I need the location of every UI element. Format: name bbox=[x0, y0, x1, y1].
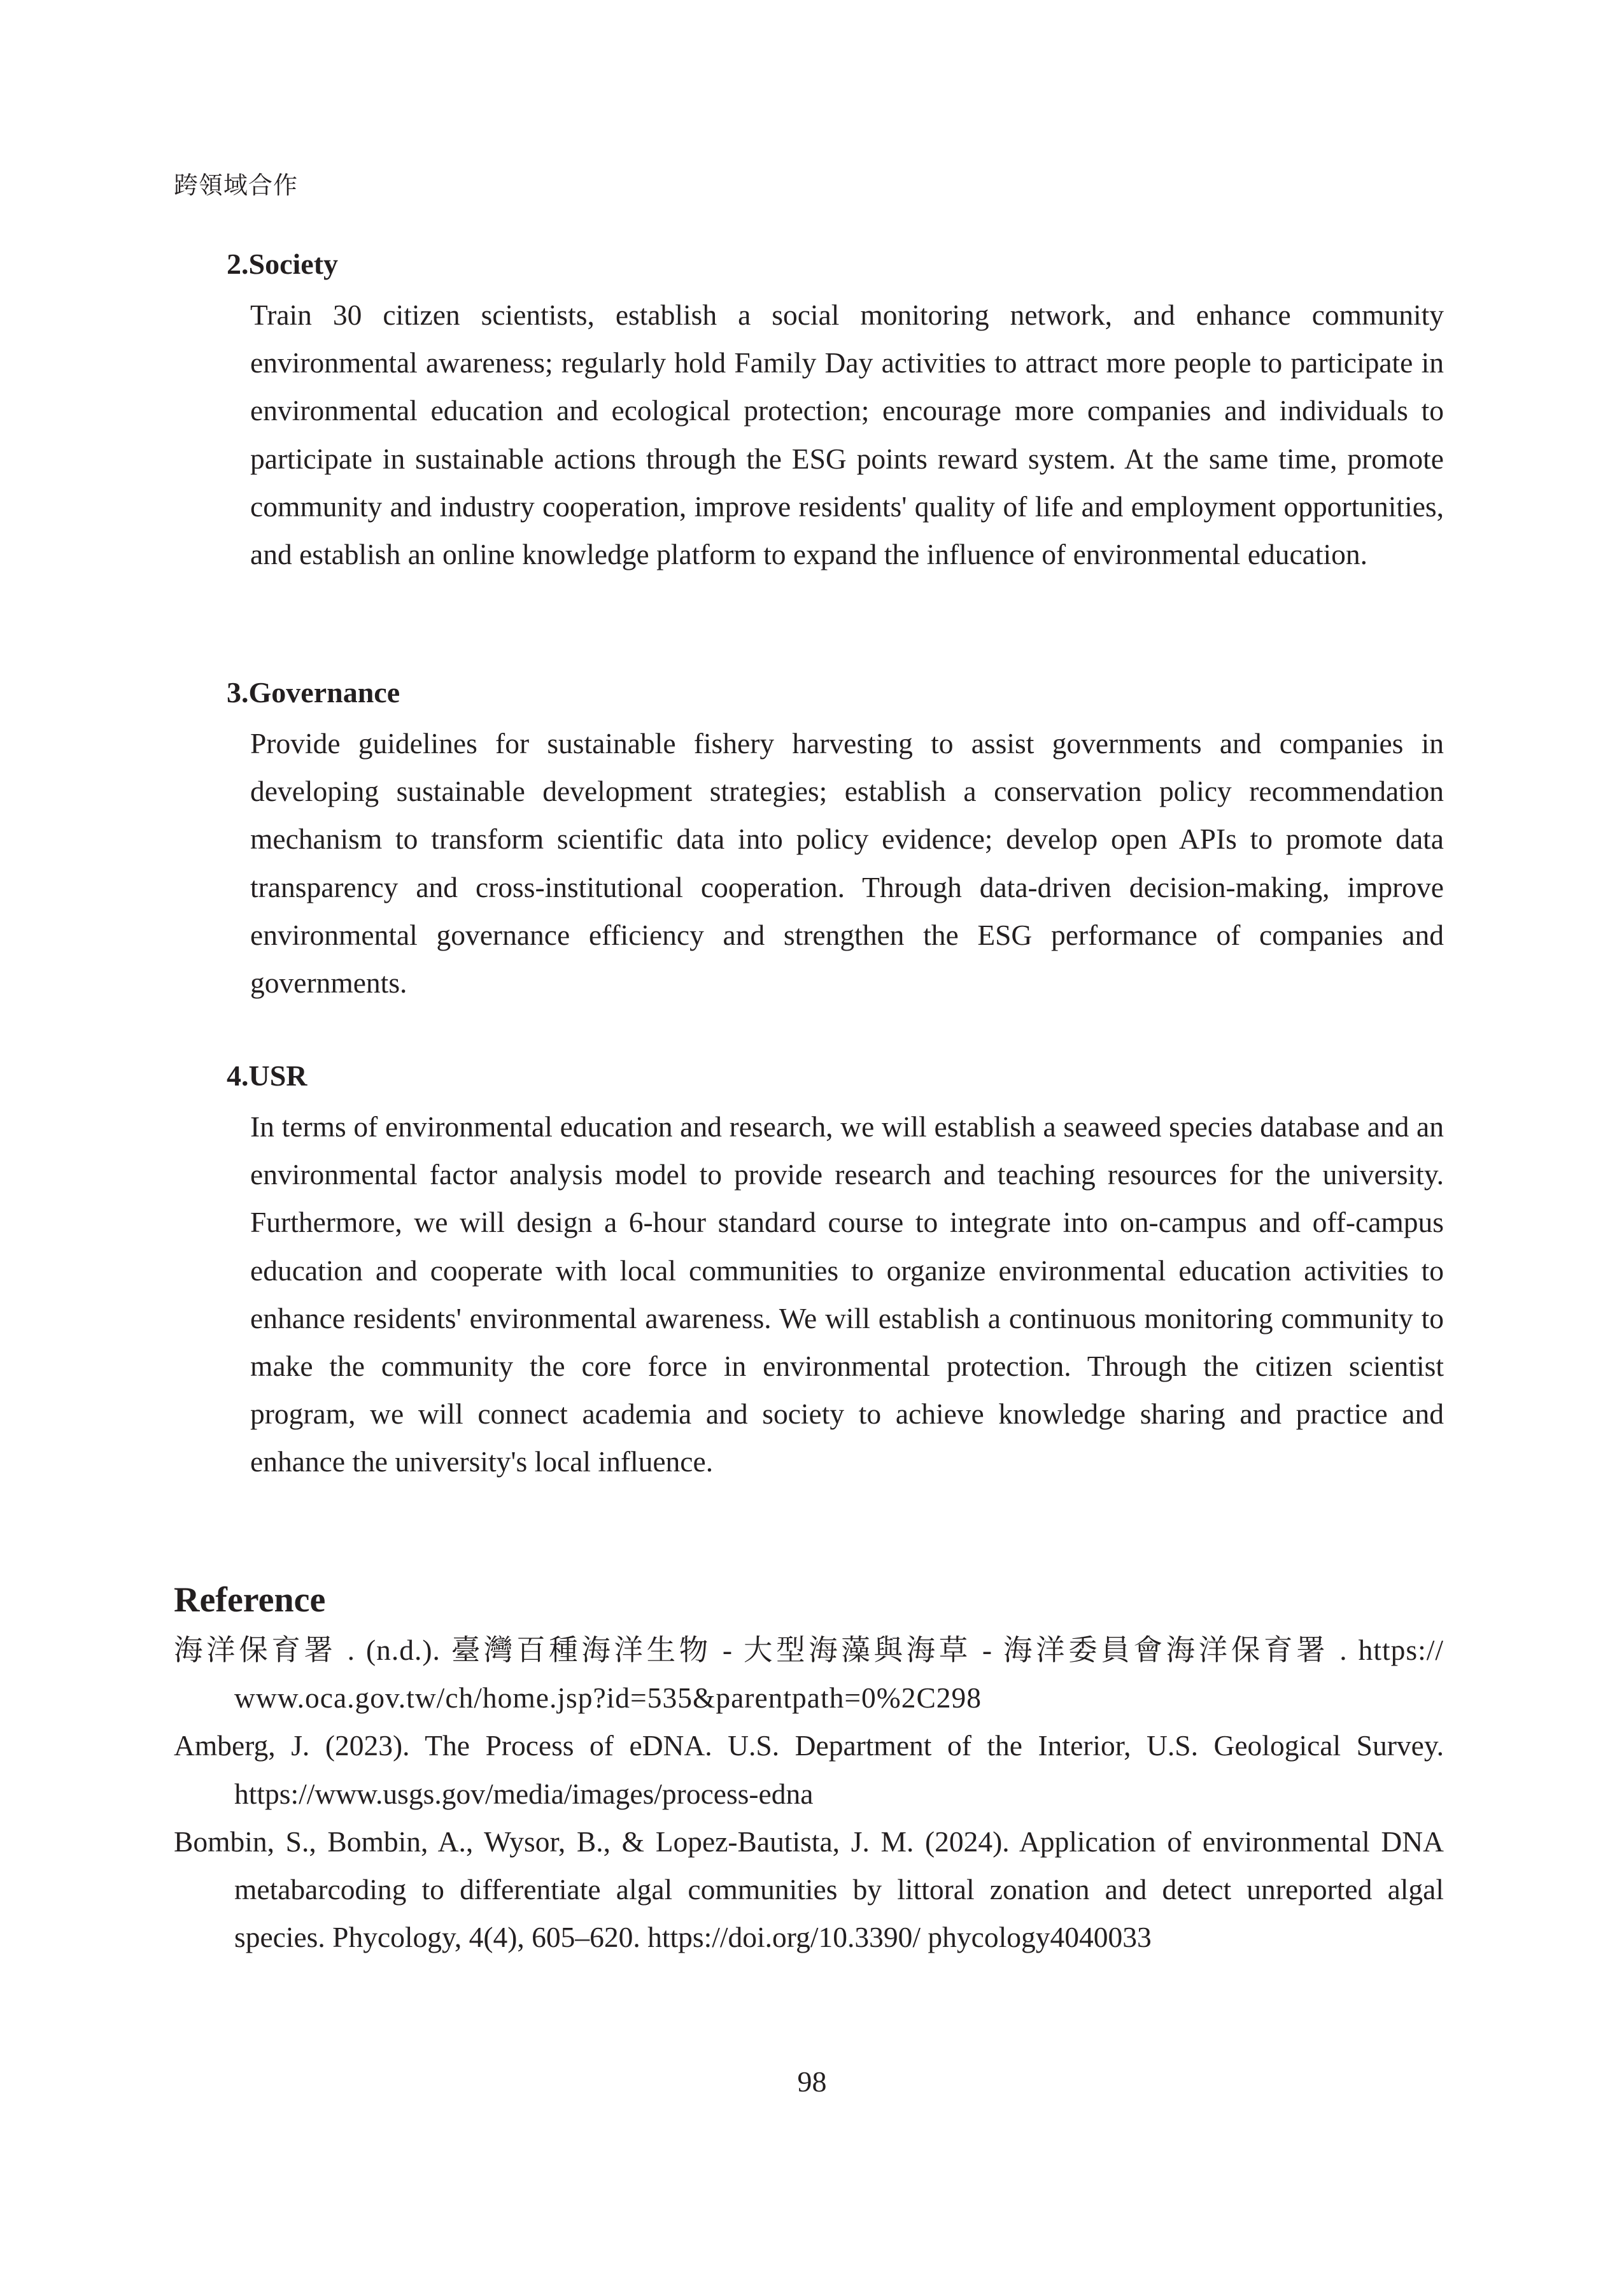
section-heading: 3.Governance bbox=[227, 676, 400, 709]
references-section bbox=[174, 1578, 1444, 1961]
section-heading: 2.Society bbox=[227, 248, 339, 280]
references-title: Reference bbox=[174, 1580, 326, 1620]
section-usr bbox=[227, 1057, 1444, 1486]
page-number: 98 bbox=[797, 2065, 827, 2098]
section-heading: 4.USR bbox=[227, 1059, 307, 1092]
section-body: Train 30 citizen scientists, establish a social monitoring network, and enhance community environmental awareness; regularly hold Family Day activities to attract more people to participate in environmental education and ecological protection; encourage more companies and individuals to participate in sustainable actions through the ESG points reward system. At the same time, promote community and industry cooperation, improve residents' quality of life and employment opportunities, and establish an online knowledge platform to expand the influence of environmental education. bbox=[250, 299, 1444, 571]
reference-item: 海洋保育署 . (n.d.). 臺灣百種海洋生物 - 大型海藻與海草 - 海洋委員會海洋保育署 . https:// www.oca.gov.tw/ch/home.jsp?id=535&parentpath=0%2C298 bbox=[174, 1634, 1444, 1715]
section-governance bbox=[227, 674, 1444, 1007]
section-body: Provide guidelines for sustainable fishery harvesting to assist governments and companies in developing sustainable development strategies; establish a conservation policy recommendation mechanism to transform scientific data into policy evidence; develop open APIs to promote data transparency and cross-institutional cooperation. Through data-driven decision-making, improve environmental governance efficiency and strengthen the ESG performance of companies and governments. bbox=[250, 727, 1444, 1000]
running-header: 跨領域合作 bbox=[174, 173, 299, 199]
reference-item: Amberg, J. (2023). The Process of eDNA. U.S. Department of the Interior, U.S. Geological Survey. https://www.usgs.gov/media/images/process-edna bbox=[174, 1729, 1444, 1810]
section-society bbox=[227, 245, 1444, 578]
reference-item: Bombin, S., Bombin, A., Wysor, B., & Lopez-Bautista, J. M. (2024). Application of environmental DNA metabarcoding to differentiate algal communities by littoral zonation and detect unreported algal species. Phycology, 4(4), 605–620. https://doi.org/10.3390/ phycology4040033 bbox=[174, 1825, 1444, 1954]
section-body: In terms of environmental education and research, we will establish a seaweed species database and an environmental factor analysis model to provide research and teaching resources for the university. Furthermore, we will design a 6-hour standard course to integrate into on-campus and off-campus education and cooperate with local communities to organize environmental education activities to enhance residents' environmental awareness. We will establish a continuous monitoring community to make the community the core force in environmental protection. Through the citizen scientist program, we will connect academia and society to achieve knowledge sharing and practice and enhance the university's local influence. bbox=[250, 1110, 1444, 1478]
